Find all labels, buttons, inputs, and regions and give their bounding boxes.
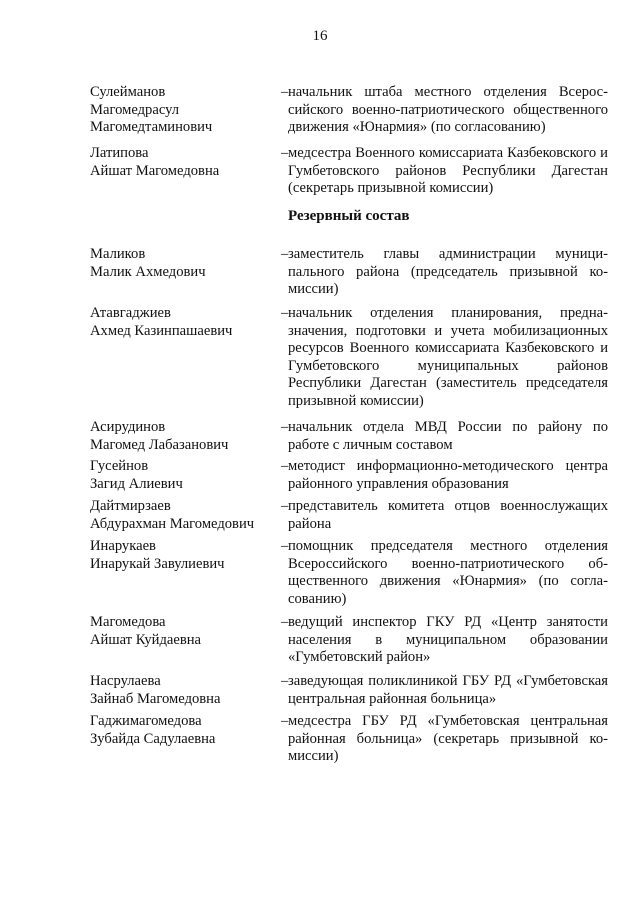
page-number: 16 bbox=[312, 28, 328, 44]
member-surname: Маликов bbox=[90, 246, 146, 262]
entry-dash: – bbox=[281, 246, 289, 262]
member-full-name: Загид Алиевич bbox=[90, 475, 183, 492]
entry-dash: – bbox=[281, 673, 289, 689]
member-name bbox=[90, 246, 275, 281]
member-position: начальник отделения планирования, предназначения, подготовки и учета мобилизационных ресурсов Военного комиссариата Казбековского и Гумбетовского муниципальных районов Республики Дагестан (заместитель председателя призывной комиссии) bbox=[288, 305, 608, 409]
entry-dash: – bbox=[281, 419, 289, 435]
member-position: методист информационно-методического центра районного управления образования bbox=[288, 458, 608, 492]
member-position: начальник отдела МВД России по району по работе с личным составом bbox=[288, 419, 608, 453]
member-position: заместитель главы администрации муниципального района (председатель призывной комиссии) bbox=[288, 246, 608, 298]
entry-dash: – bbox=[281, 305, 289, 321]
member-full-name: Абдурахман Магомедович bbox=[90, 515, 255, 532]
member-position: начальник штаба местного отделения Всероссийского военно-патриотического общественного движения «Юнармия» (по согласованию) bbox=[288, 84, 608, 136]
entry-dash: – bbox=[281, 84, 289, 100]
member-full-name: Ахмед Казинпашаевич bbox=[90, 322, 233, 339]
section-heading: Резервный состав bbox=[288, 208, 410, 224]
entry-dash: – bbox=[281, 498, 289, 514]
member-given-name: Магомедрасул bbox=[90, 101, 180, 118]
member-full-name: Айшат Куйдаевна bbox=[90, 631, 202, 648]
member-name bbox=[90, 673, 275, 708]
member-surname: Дайтмирзаев bbox=[90, 498, 171, 514]
entry-dash: – bbox=[281, 538, 289, 554]
member-name bbox=[90, 538, 275, 573]
member-name bbox=[90, 713, 275, 748]
entry-dash: – bbox=[281, 713, 289, 729]
member-name bbox=[90, 145, 275, 180]
member-surname: Латипова bbox=[90, 145, 149, 161]
member-position: помощник председателя местного отделения Всероссийского военно-патриотического общественного движения «Юнармия» (по согласованию) bbox=[288, 538, 608, 607]
member-name bbox=[90, 84, 275, 137]
member-position: ведущий инспектор ГКУ РД «Центр занятости населения в муниципальном образовании «Гумбетовский район» bbox=[288, 614, 608, 666]
member-surname: Атавгаджиев bbox=[90, 305, 171, 321]
member-surname: Гаджимагомедова bbox=[90, 713, 202, 729]
member-full-name: Инарукай Завулиевич bbox=[90, 555, 225, 572]
entry-dash: – bbox=[281, 458, 289, 474]
entry-dash: – bbox=[281, 614, 289, 630]
member-surname: Насрулаева bbox=[90, 673, 161, 689]
member-name bbox=[90, 498, 275, 533]
member-full-name: Малик Ахмедович bbox=[90, 263, 206, 280]
member-surname: Сулейманов bbox=[90, 84, 166, 100]
member-full-name: Зубайда Садулаевна bbox=[90, 730, 216, 747]
member-surname: Асирудинов bbox=[90, 419, 166, 435]
member-surname: Магомедова bbox=[90, 614, 166, 630]
entry-dash: – bbox=[281, 145, 289, 161]
member-patronymic: Магомедтаминович bbox=[90, 119, 213, 136]
member-position: медсестра ГБУ РД «Гумбетовская центральная районная больница» (секретарь призывной комиссии) bbox=[288, 713, 608, 765]
member-position: медсестра Военного комиссариата Казбековского и Гумбетовского районов Республики Дагестан (секретарь призывной комиссии) bbox=[288, 145, 608, 197]
member-full-name: Айшат Магомедовна bbox=[90, 162, 220, 179]
member-name bbox=[90, 305, 275, 340]
member-position: представитель комитета отцов военнослужащих района bbox=[288, 498, 608, 532]
member-name bbox=[90, 614, 275, 649]
member-name bbox=[90, 458, 275, 493]
member-position: заведующая поликлиникой ГБУ РД «Гумбетовская центральная районная больница» bbox=[288, 673, 608, 707]
member-full-name: Магомед Лабазанович bbox=[90, 436, 229, 453]
member-name bbox=[90, 419, 275, 454]
member-full-name: Зайнаб Магомедовна bbox=[90, 690, 221, 707]
member-surname: Инарукаев bbox=[90, 538, 156, 554]
member-surname: Гусейнов bbox=[90, 458, 149, 474]
